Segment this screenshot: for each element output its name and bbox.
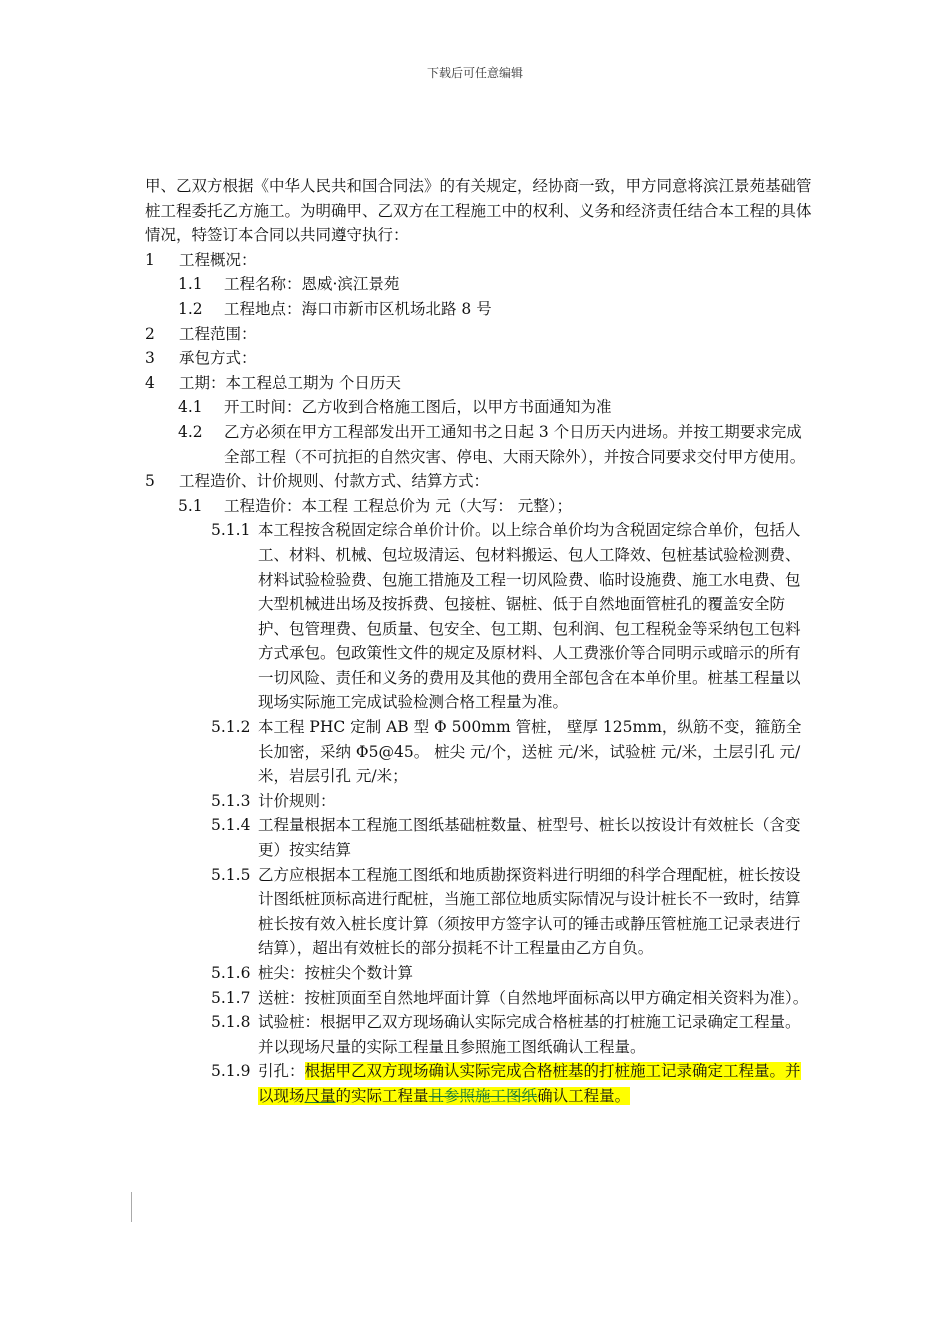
section-text: 乙方应根据本工程施工图纸和地质勘探资料进行明细的科学合理配桩，桩长按设计图纸桩顶标高进行配桩，当施工部位地质实际情况与设计桩长不一致时，结算桩长按有效入桩长度计算（须按甲方签字认可的锤击或静压管桩施工记录表进行结算），超出有效桩长的部分损耗不计工程量由乙方自负。 bbox=[258, 865, 801, 958]
page-header: 下载后可任意编辑 bbox=[426, 66, 523, 80]
section-number: 4.2 bbox=[178, 422, 203, 441]
section-text: 工程量根据本工程施工图纸基础桩数量、桩型号、桩长以按设计有效桩长（含变更）按实结算 bbox=[258, 816, 801, 860]
section-number: 5.1.4 bbox=[211, 816, 251, 835]
section-number: 5.1.9 bbox=[211, 1062, 251, 1081]
deleted-text: 且参照施工图纸 bbox=[428, 1086, 538, 1105]
section-number: 5 bbox=[145, 472, 155, 491]
section-5-1-1 bbox=[145, 518, 815, 715]
section-1-1 bbox=[145, 272, 815, 297]
section-5-1-3 bbox=[145, 789, 815, 814]
section-5-1-7 bbox=[145, 986, 815, 1011]
section-text: 工程造价：本工程 工程总价为 元（大写： 元整）； bbox=[224, 496, 573, 515]
section-4-1 bbox=[145, 395, 815, 420]
section-4-2 bbox=[145, 420, 815, 469]
section-text: 桩尖：按桩尖个数计算 bbox=[258, 964, 414, 982]
section-text: 工程概况： bbox=[179, 250, 257, 269]
section-number: 2 bbox=[145, 324, 155, 343]
section-number: 5.1.5 bbox=[211, 865, 251, 884]
track-change-bar bbox=[131, 1192, 132, 1222]
section-text: 工程地点：海口市新市区机场北路 8 号 bbox=[224, 299, 492, 318]
section-number: 5.1.8 bbox=[211, 1013, 251, 1032]
section-text: 送桩：按桩顶面至自然地坪面计算（自然地坪面标高以甲方确定相关资料为准）。 bbox=[258, 988, 809, 1007]
section-5-1-5 bbox=[145, 863, 815, 961]
highlighted-text: 根据甲乙双方现场确认实际完成合格桩基的打桩施工记录确定工程量。并以现场 bbox=[258, 1062, 801, 1105]
section-5 bbox=[145, 469, 815, 494]
section-number: 1.1 bbox=[178, 275, 203, 294]
section-5-1-6 bbox=[145, 961, 815, 986]
contract-body bbox=[145, 174, 815, 1109]
section-text: 本工程 PHC 定制 AB 型 Φ 500mm 管桩， 壁厚 125mm，纵筋不变，箍筋全长加密，采纳 Φ5@45。 桩尖 元/个，送桩 元/米，试验桩 元/米，土层引孔 元/米，岩层引孔 元/米； bbox=[258, 718, 802, 786]
section-text: 工程范围： bbox=[179, 324, 257, 343]
section-1-2 bbox=[145, 297, 815, 322]
section-number: 5.1.3 bbox=[211, 791, 251, 810]
highlighted-text: 确认工程量。 bbox=[537, 1086, 631, 1105]
section-number: 4 bbox=[145, 373, 155, 392]
section-text: 试验桩：根据甲乙双方现场确认实际完成合格桩基的打桩施工记录确定工程量。并以现场尺量的实际工程量且参照施工图纸确认工程量。 bbox=[258, 1013, 801, 1056]
section-text: 工程名称：恩威·滨江景苑 bbox=[224, 275, 400, 294]
section-text: 本工程按含税固定综合单价计价。以上综合单价均为含税固定综合单价，包括人工、材料、机械、包垃圾清运、包材料搬运、包人工降效、包桩基试验检测费、材料试验检验费、包施工措施及工程一切风险费、临时设施费、施工水电费、包大型机械进出场及按拆费、包接桩、锯桩、低于自然地面管桩孔的覆盖安全防护、包管理费、包质量、包安全、包工期、包利润、包工程税金等采纳包工包料方式承包。包政策性文件的规定及原材料、人工费涨价等合同明示或暗示的所有一切风险、责任和义务的费用及其他的费用全部包含在本单价里。桩基工程量以现场实际施工完成试验检测合格工程量为准。 bbox=[258, 521, 801, 712]
inserted-text: 尺量 bbox=[304, 1086, 336, 1105]
section-number: 1.2 bbox=[178, 299, 203, 318]
section-5-1-4 bbox=[145, 813, 815, 862]
section-5-1-9 bbox=[145, 1059, 815, 1108]
section-number: 5.1.6 bbox=[211, 964, 251, 982]
section-2 bbox=[145, 322, 815, 347]
section-lead: 引孔： bbox=[258, 1062, 305, 1081]
section-1 bbox=[145, 248, 815, 273]
section-text: 工程造价、计价规则、付款方式、结算方式： bbox=[179, 472, 490, 491]
section-5-1 bbox=[145, 494, 815, 519]
section-3 bbox=[145, 346, 815, 371]
intro-paragraph: 甲、乙双方根据《中华人民共和国合同法》的有关规定，经协商一致，甲方同意将滨江景苑基础管桩工程委托乙方施工。为明确甲、乙双方在工程施工中的权利、义务和经济责任结合本工程的具体情况，特签订本合同以共同遵守执行： bbox=[145, 177, 812, 245]
section-number: 1 bbox=[145, 250, 155, 269]
section-number: 5.1.2 bbox=[211, 718, 251, 737]
section-number: 5.1.7 bbox=[211, 988, 251, 1007]
section-text bbox=[258, 1059, 815, 1108]
highlighted-text: 的实际工程量 bbox=[335, 1086, 429, 1105]
section-text: 计价规则： bbox=[258, 791, 336, 810]
section-text: 承包方式： bbox=[179, 349, 257, 368]
section-number: 3 bbox=[145, 349, 155, 368]
section-text: 开工时间：乙方收到合格施工图后，以甲方书面通知为准 bbox=[224, 398, 612, 417]
section-text: 乙方必须在甲方工程部发出开工通知书之日起 3 个日历天内进场。并按工期要求完成全部工程（不可抗拒的自然灾害、停电、大雨天除外），并按合同要求交付甲方使用。 bbox=[224, 422, 806, 466]
section-4 bbox=[145, 371, 815, 396]
section-number: 5.1.1 bbox=[211, 521, 251, 540]
section-text: 工期：本工程总工期为 个日历天 bbox=[179, 373, 401, 392]
section-number: 5.1 bbox=[178, 496, 203, 515]
section-5-1-2 bbox=[145, 715, 815, 789]
section-number: 4.1 bbox=[178, 398, 203, 417]
section-5-1-8 bbox=[145, 1010, 815, 1059]
